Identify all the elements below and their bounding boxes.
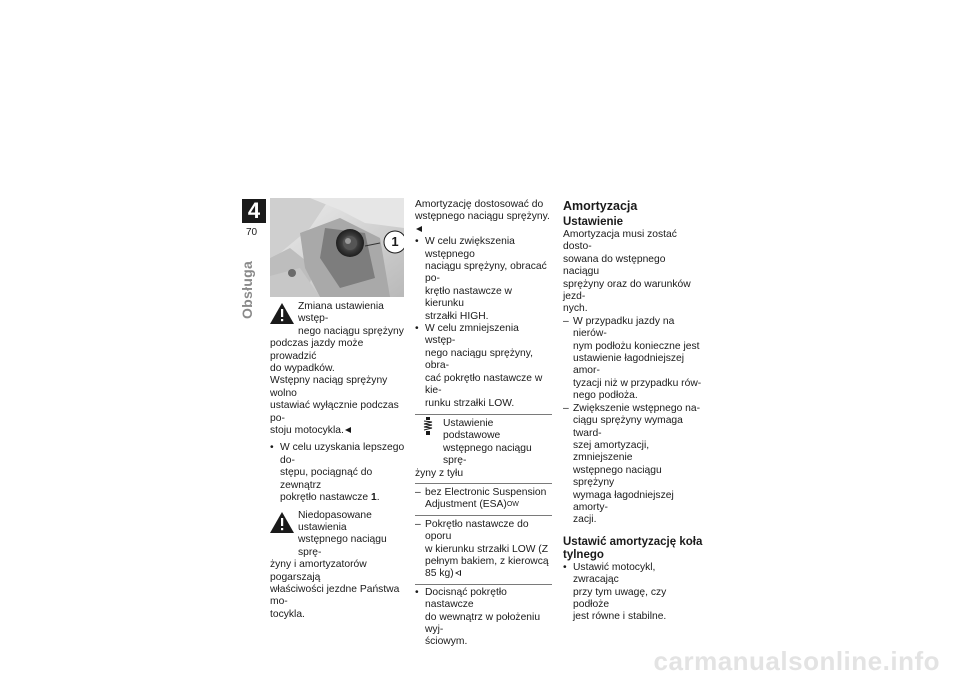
column-1 (270, 301, 410, 621)
dash-line: wymaga łagodniejszej amorty- (573, 489, 674, 513)
bullet-item (415, 585, 552, 649)
dash-item (563, 403, 703, 527)
bullet-item (563, 562, 703, 624)
paragraph-line: nych. (563, 303, 588, 315)
warning-1-line: podczas jazdy może prowadzić (270, 338, 364, 362)
info-title-line: żyny z tyłu (415, 467, 464, 479)
dash-line: nego podłoża. (573, 390, 638, 402)
dash-line: szej amortyzacji, zmniejszenie (573, 439, 650, 464)
suspension-illustration (270, 198, 404, 297)
paragraph-line: Amortyzację dostosować do (415, 199, 544, 210)
bullet-line: przy tym uwagę, czy podłoże (573, 586, 667, 610)
bullet-item (415, 323, 552, 410)
column-2 (415, 199, 552, 649)
dash-line: Zwiększenie wstępnego na- (573, 402, 701, 414)
bullet-line: W celu zwiększenia wstępnego (425, 236, 515, 260)
bullet-icon: • (415, 586, 419, 598)
bullet-icon: • (270, 442, 274, 454)
end-mark-icon (345, 427, 351, 433)
bullet-line: jest równe i stabilne. (573, 611, 667, 623)
info-box (415, 415, 552, 483)
bullet-line: ściowym. (425, 636, 468, 648)
dash-icon: – (563, 402, 569, 414)
dash-line: w kierunku strzałki LOW (Z (425, 543, 549, 555)
bullet-line: Ustawić motocykl, zwracając (573, 561, 656, 586)
bullet-line: nego naciągu sprężyny, obra- (425, 347, 533, 372)
dash-line: W przypadku jazdy na nierów- (573, 315, 675, 340)
warning-1-line: nego naciągu sprężyny (298, 325, 404, 337)
bullet-line: cać pokrętło nastawcze w kie- (425, 372, 543, 397)
paragraph-line: Wstępny naciąg sprężyny wolno (270, 375, 388, 399)
spring-adjust-icon (421, 417, 435, 435)
bullet-icon: • (563, 561, 567, 573)
warning-triangle-icon (270, 303, 294, 324)
option-marker: OW (506, 501, 519, 509)
warning-2-line: żyny i amortyzatorów pogarszają (270, 559, 367, 583)
bullet-line: strzałki HIGH. (425, 310, 489, 322)
dash-line: 85 kg) (425, 568, 552, 580)
warning-block-2 (270, 510, 410, 622)
bullet-item (415, 236, 552, 323)
figure-callout-1: 1 (391, 234, 399, 249)
warning-2-line: wstępnego naciągu sprę- (298, 534, 387, 558)
dash-icon: – (415, 518, 421, 530)
dash-line: bez Electronic Suspension (425, 486, 547, 498)
end-mark-icon (416, 226, 422, 232)
dash-line: pełnym bakiem, z kierowcą (425, 555, 549, 567)
bullet-line: pokrętło nastawcze 1. (280, 492, 380, 504)
bullet-icon: • (415, 323, 419, 335)
warning-2-line: właściwości jezdne Państwa mo- (270, 583, 400, 608)
dash-line: Adjustment (ESA)$^{OW}$ (425, 499, 519, 511)
bullet-line: W celu uzyskania lepszego do- (280, 442, 405, 466)
bullet-line: do wewnątrz w położeniu wyj- (425, 611, 541, 635)
dash-item (563, 316, 703, 403)
dash-line: nym podłożu konieczne jest (573, 340, 700, 352)
dash-line: ustawienie łagodniejszej amor- (573, 353, 685, 377)
warning-2-line: tocykla. (270, 608, 305, 620)
dash-line: tyzacji niż w przypadku rów- (573, 377, 702, 389)
site-watermark: carmanualsonline.info (653, 646, 940, 676)
paragraph-line: sprężyny oraz do warunków jezd- (563, 278, 691, 303)
paragraph-line: stoju motocykla. (270, 425, 410, 437)
warning-1-line: do wypadków. (270, 363, 335, 375)
paragraph-line: sowana do wstępnego naciągu (563, 253, 666, 278)
section-heading: Amortyzacja (563, 199, 638, 213)
subsection-heading: Ustawić amortyzację koła (563, 535, 703, 548)
dash-line: wstępnego naciągu sprężyny (573, 464, 662, 489)
dash-icon: – (563, 315, 569, 327)
chapter-number: 4 (242, 199, 266, 223)
subsection-heading: tylnego (563, 548, 604, 561)
warning-block-1 (270, 301, 410, 375)
end-mark-open-icon (455, 570, 461, 576)
dash-line: ciągu sprężyny wymaga tward- (573, 415, 683, 439)
bullet-item (270, 442, 410, 504)
dash-item (415, 516, 552, 584)
bullet-line: krętło nastawcze w kierunku (425, 285, 512, 310)
page-number: 70 (246, 227, 258, 238)
bullet-icon: • (415, 236, 419, 248)
dash-line: Pokrętło nastawcze do oporu (425, 518, 529, 543)
bullet-line: Docisnąć pokrętło nastawcze (425, 586, 507, 611)
column-3 (563, 199, 703, 624)
dash-line: zacji. (573, 514, 597, 526)
bullet-line: W celu zmniejszenia wstęp- (425, 323, 519, 347)
warning-2-line: Niedopasowane ustawienia (298, 509, 372, 533)
bullet-line: runku strzałki LOW. (425, 397, 515, 409)
info-title-line: wstępnego naciągu sprę- (443, 442, 532, 467)
warning-triangle-icon (270, 512, 294, 533)
warning-1-line: Zmiana ustawienia wstęp- (298, 301, 384, 325)
dash-item (415, 484, 552, 515)
dash-icon: – (415, 486, 421, 498)
bullet-line: naciągu sprężyny, obracać po- (425, 261, 547, 285)
suspension-photo (270, 198, 404, 297)
subsection-heading: Ustawienie (563, 216, 624, 228)
paragraph-line: Amortyzacja musi zostać dosto- (563, 229, 677, 253)
section-side-title: Obsługa (239, 260, 255, 320)
paragraph-line: wstępnego naciągu sprężyny. (415, 211, 552, 236)
figure-reference: 1 (371, 492, 377, 504)
info-title-line: Ustawienie podstawowe (443, 417, 501, 442)
bullet-line: stępu, pociągnąć do zewnątrz (280, 467, 373, 491)
paragraph-line: ustawiać wyłącznie podczas po- (270, 400, 399, 424)
